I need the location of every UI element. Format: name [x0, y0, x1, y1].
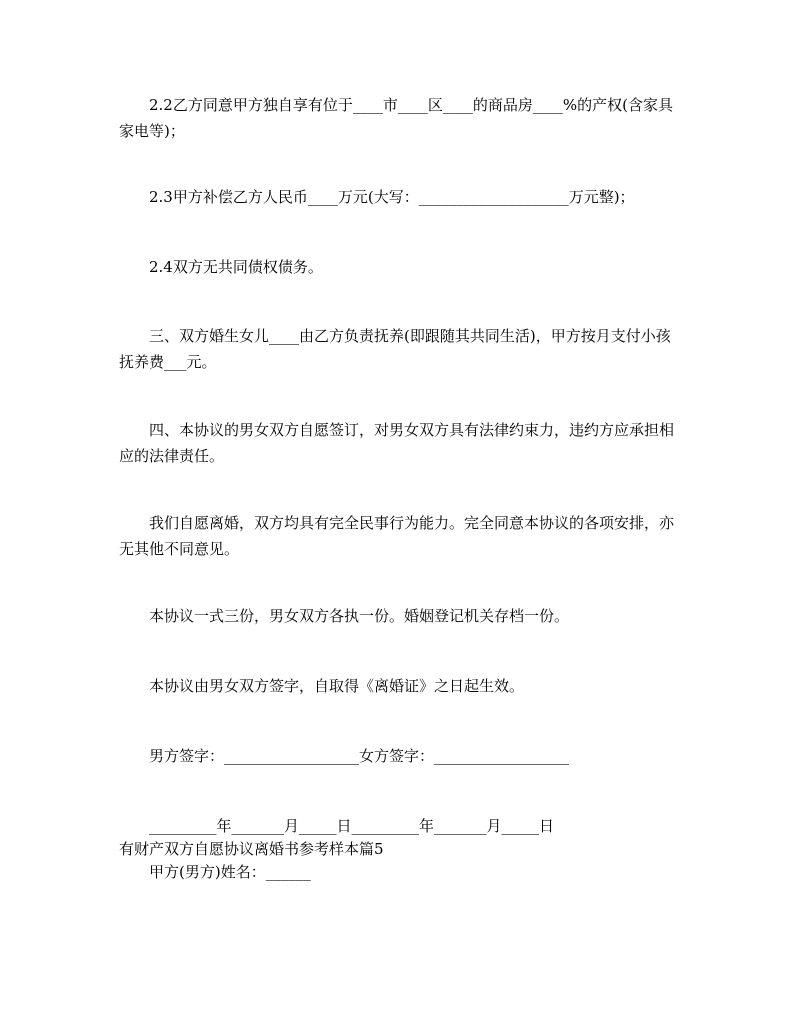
- clause-2-2: 2.2乙方同意甲方独自享有位于____市____区____的商品房____%的产权(含家具家电等)；: [119, 96, 673, 140]
- clause-2-4: 2.4双方无共同债权债务。: [149, 258, 323, 276]
- clause-3-custody: 三、双方婚生女儿____由乙方负责抚养(即跟随其共同生活)，甲方按月支付小孩抚养费___元。: [119, 327, 671, 371]
- clause-2-3: 2.3甲方补偿乙方人民币____万元(大写：____________________万元整)；: [149, 188, 635, 206]
- date-line: _________年_______月_____日_________年_______月_____日: [149, 817, 555, 835]
- signature-line: 男方签字：__________________女方签字：__________________: [149, 747, 570, 765]
- effective-statement: 本协议由男女双方签字，自取得《离婚证》之日起生效。: [149, 677, 525, 695]
- section-heading: 有财产双方自愿协议离婚书参考样本篇5: [119, 840, 384, 858]
- clause-4-binding: 四、本协议的男女双方自愿签订，对男女双方具有法律约束力，违约方应承担相应的法律责任。: [119, 421, 675, 465]
- party-a-name-line: 甲方(男方)姓名：______: [149, 863, 311, 881]
- voluntary-statement: 我们自愿离婚，双方均具有完全民事行为能力。完全同意本协议的各项安排，亦无其他不同意见。: [119, 514, 675, 558]
- copies-statement: 本协议一式三份，男女双方各执一份。婚姻登记机关存档一份。: [149, 607, 570, 625]
